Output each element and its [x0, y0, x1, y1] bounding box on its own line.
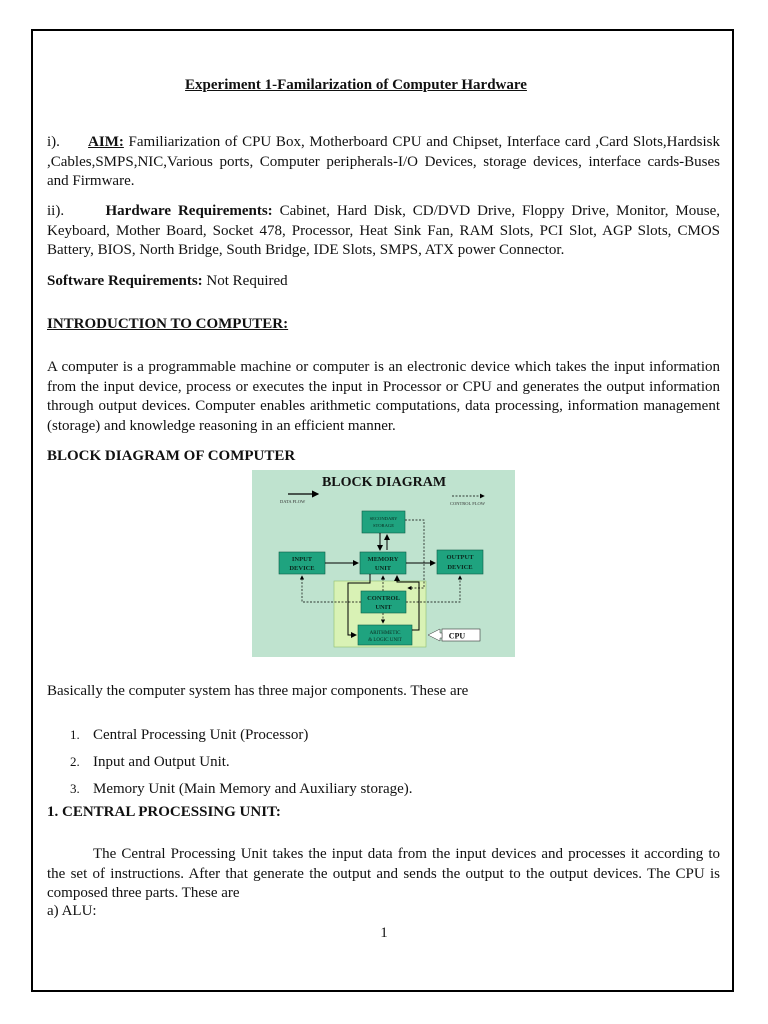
control-unit-label-2: UNIT — [375, 604, 392, 611]
alu-line: a) ALU: — [47, 903, 97, 919]
software-text: Not Required — [202, 273, 288, 289]
aim-label: AIM: — [88, 134, 124, 150]
hardware-text: Cabinet, Hard Disk, CD/DVD Drive, Floppy Drive, Monitor, Mouse, Keyboard, Mother Board, Socket 478, Processor, Heat Sink Fan, RAM Slots, PCI Slot, AGP Slots, CMOS Battery, BIOS, North Bridge, South Bridge, IDE Slots, SMPS, ATX power Connector. — [47, 203, 720, 258]
aim-text: Familiarization of CPU Box, Motherboard CPU and Chipset, Interface card ,Card Slots,Hardsisk ,Cables,SMPS,NIC,Various ports, Computer peripherals-I/O Devices, storage devices, interface cards-Buses and Firmware. — [47, 134, 721, 189]
output-device-label-1: OUTPUT — [446, 554, 474, 561]
alu-label-1: ARITHMETIC — [369, 631, 401, 636]
control-unit-label-1: CONTROL — [367, 595, 400, 602]
list-item-text: Input and Output Unit. — [93, 754, 230, 770]
intro-heading: INTRODUCTION TO COMPUTER: — [47, 316, 289, 332]
output-device-label-2: DEVICE — [447, 564, 473, 571]
aim-number: i). — [47, 134, 60, 150]
list-item — [70, 779, 413, 799]
control-flow-legend-label: CONTROL FLOW — [450, 501, 485, 506]
list-item-number: 3. — [70, 781, 80, 796]
list-item-text: Central Processing Unit (Processor) — [93, 727, 309, 743]
block-diagram-heading: BLOCK DIAGRAM OF COMPUTER — [47, 448, 296, 464]
software-paragraph — [47, 272, 720, 292]
software-label: Software Requirements: — [47, 273, 203, 289]
diagram-title: BLOCK DIAGRAM — [321, 475, 447, 490]
data-flow-legend-label: DATA FLOW — [280, 499, 306, 504]
hardware-number: ii). — [47, 203, 65, 219]
input-device-label-2: DEVICE — [289, 565, 315, 572]
alu-label-2: & LOGIC UNIT — [368, 638, 402, 643]
list-item — [70, 725, 308, 745]
input-device-label-1: INPUT — [291, 556, 313, 563]
aim-paragraph — [47, 133, 720, 192]
secondary-storage-label-1: SECONDARY — [369, 516, 398, 521]
page-title: Experiment 1-Familarization of Computer Hardware — [185, 77, 527, 93]
block-diagram — [252, 470, 515, 657]
components-intro: Basically the computer system has three major components. These are — [47, 683, 469, 699]
hardware-label: Hardware Requirements: — [105, 203, 273, 219]
memory-unit-label-1: MEMORY — [367, 556, 399, 563]
hardware-paragraph — [47, 202, 720, 261]
secondary-storage-label-2: STORAGE — [372, 523, 395, 528]
page-number: 1 — [380, 925, 388, 941]
intro-body: A computer is a programmable machine or computer is an electronic device which takes the input information from the input device, process or executes the input in Processor or CPU and generates the output information through output devices. Computer enables arithmetic computations, data processing, information management (storage) and knowledge reasoning in an efficient manner. — [47, 359, 720, 434]
cpu-heading: 1. CENTRAL PROCESSING UNIT: — [47, 804, 281, 820]
cpu-body: The Central Processing Unit takes the input data from the input devices and processes it according to the set of instructions. After that generate the output and sends the output to the output devices. The CPU is composed three parts. These are — [47, 846, 720, 901]
list-item-number: 1. — [70, 727, 80, 742]
memory-unit-label-2: UNIT — [374, 565, 392, 572]
list-item — [70, 752, 230, 772]
list-item-text: Memory Unit (Main Memory and Auxiliary storage). — [93, 781, 413, 797]
cpu-label: CPU — [448, 631, 466, 641]
secondary-storage-box — [362, 511, 405, 533]
list-item-number: 2. — [70, 754, 80, 769]
